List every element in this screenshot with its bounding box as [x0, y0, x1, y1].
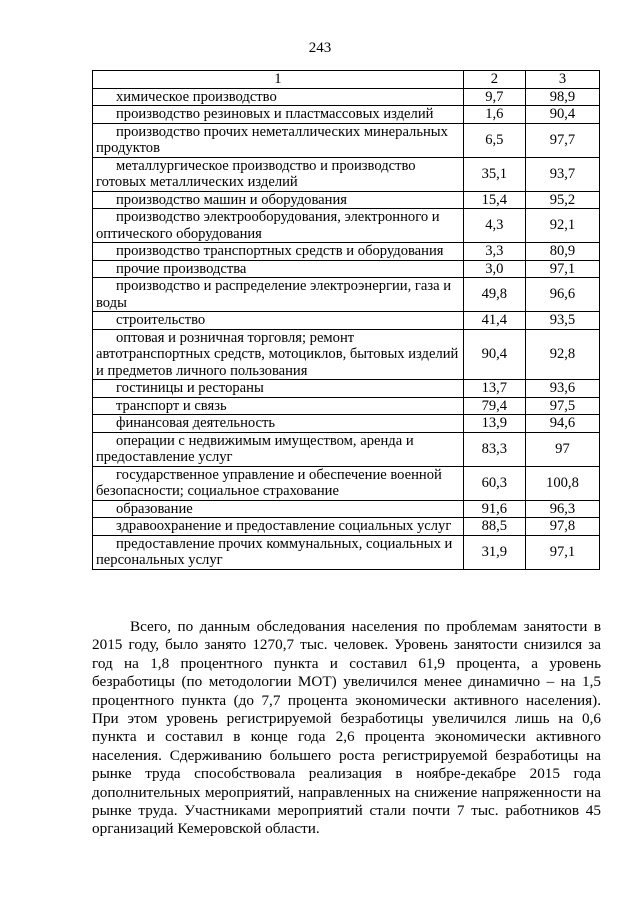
employment-table — [92, 70, 600, 570]
row-value-1: 13,7 — [463, 380, 525, 398]
row-value-2: 93,7 — [525, 157, 599, 191]
row-value-1: 31,9 — [463, 535, 525, 569]
table-row — [93, 312, 600, 330]
row-value-2: 97,1 — [525, 260, 599, 278]
row-value-2: 97,7 — [525, 123, 599, 157]
row-value-2: 80,9 — [525, 243, 599, 261]
row-name: оптовая и розничная торговля; ремонт автотранспортных средств, мотоциклов, бытовых изделий и предметов личного пользования — [93, 329, 464, 380]
table-header-row — [93, 71, 600, 89]
row-value-2: 97 — [525, 432, 599, 466]
row-name: производство прочих неметаллических минеральных продуктов — [93, 123, 464, 157]
table-row — [93, 466, 600, 500]
row-name: финансовая деятельность — [93, 415, 464, 433]
table-row — [93, 415, 600, 433]
table-row — [93, 106, 600, 124]
row-value-1: 9,7 — [463, 88, 525, 106]
row-value-2: 92,8 — [525, 329, 599, 380]
row-value-1: 41,4 — [463, 312, 525, 330]
row-name: образование — [93, 500, 464, 518]
table-row — [93, 397, 600, 415]
row-name: производство резиновых и пластмассовых изделий — [93, 106, 464, 124]
row-value-1: 91,6 — [463, 500, 525, 518]
table-row — [93, 88, 600, 106]
row-name: строительство — [93, 312, 464, 330]
row-value-2: 97,8 — [525, 518, 599, 536]
table-row — [93, 209, 600, 243]
table-row — [93, 380, 600, 398]
header-col-2: 2 — [463, 71, 525, 89]
row-value-2: 96,6 — [525, 278, 599, 312]
row-value-2: 97,5 — [525, 397, 599, 415]
row-name: гостиницы и рестораны — [93, 380, 464, 398]
row-value-1: 49,8 — [463, 278, 525, 312]
row-value-1: 79,4 — [463, 397, 525, 415]
table-row — [93, 260, 600, 278]
row-name: здравоохранение и предоставление социальных услуг — [93, 518, 464, 536]
row-name: предоставление прочих коммунальных, социальных и персональных услуг — [93, 535, 464, 569]
row-value-2: 93,5 — [525, 312, 599, 330]
body-paragraph: Всего, по данным обследования населения по проблемам занятости в 2015 году, было занято 1270,7 тыс. человек. Уровень занятости снизился за год на 1,8 процентного пункта и составил 61,9 процента, а уровень безработицы (по методологии МОТ) увеличился менее динамично – на 1,5 процентного пункта (до 7,7 процента экономически активного населения). При этом уровень регистрируемой безработицы увеличился лишь на 0,6 пункта и составил в конце года 2,6 процента экономически активного населения. Сдерживанию большего роста регистрируемой безработицы на рынке труда способствовала реализация в ноябре-декабре 2015 года дополнительных мероприятий, направленных на снижение напряженности на рынке труда. Участниками мероприятий стали почти 7 тыс. работников 45 организаций Кемеровской области. — [92, 618, 601, 838]
row-value-1: 15,4 — [463, 191, 525, 209]
table-row — [93, 278, 600, 312]
table-row — [93, 518, 600, 536]
row-value-1: 35,1 — [463, 157, 525, 191]
row-name: производство машин и оборудования — [93, 191, 464, 209]
row-value-2: 96,3 — [525, 500, 599, 518]
row-value-2: 98,9 — [525, 88, 599, 106]
row-name: производство транспортных средств и оборудования — [93, 243, 464, 261]
table-row — [93, 535, 600, 569]
row-name: операции с недвижимым имуществом, аренда и предоставление услуг — [93, 432, 464, 466]
row-value-1: 90,4 — [463, 329, 525, 380]
table-row — [93, 191, 600, 209]
header-col-3: 3 — [525, 71, 599, 89]
row-value-1: 1,6 — [463, 106, 525, 124]
row-name: химическое производство — [93, 88, 464, 106]
row-value-2: 94,6 — [525, 415, 599, 433]
row-value-2: 97,1 — [525, 535, 599, 569]
table-row — [93, 243, 600, 261]
table-row — [93, 157, 600, 191]
row-value-2: 95,2 — [525, 191, 599, 209]
row-value-1: 4,3 — [463, 209, 525, 243]
row-value-1: 88,5 — [463, 518, 525, 536]
table-row — [93, 123, 600, 157]
row-value-2: 92,1 — [525, 209, 599, 243]
row-name: транспорт и связь — [93, 397, 464, 415]
table-row — [93, 329, 600, 380]
row-value-1: 3,3 — [463, 243, 525, 261]
page-number: 243 — [308, 40, 332, 56]
row-name: металлургическое производство и производство готовых металлических изделий — [93, 157, 464, 191]
row-value-1: 83,3 — [463, 432, 525, 466]
row-value-2: 90,4 — [525, 106, 599, 124]
row-name: государственное управление и обеспечение военной безопасности; социальное страхование — [93, 466, 464, 500]
row-value-2: 100,8 — [525, 466, 599, 500]
table-row — [93, 432, 600, 466]
row-value-1: 6,5 — [463, 123, 525, 157]
row-name: производство и распределение электроэнергии, газа и воды — [93, 278, 464, 312]
row-name: прочие производства — [93, 260, 464, 278]
table-row — [93, 500, 600, 518]
row-value-2: 93,6 — [525, 380, 599, 398]
header-col-1: 1 — [93, 71, 464, 89]
row-value-1: 3,0 — [463, 260, 525, 278]
row-name: производство электрооборудования, электронного и оптического оборудования — [93, 209, 464, 243]
row-value-1: 60,3 — [463, 466, 525, 500]
row-value-1: 13,9 — [463, 415, 525, 433]
